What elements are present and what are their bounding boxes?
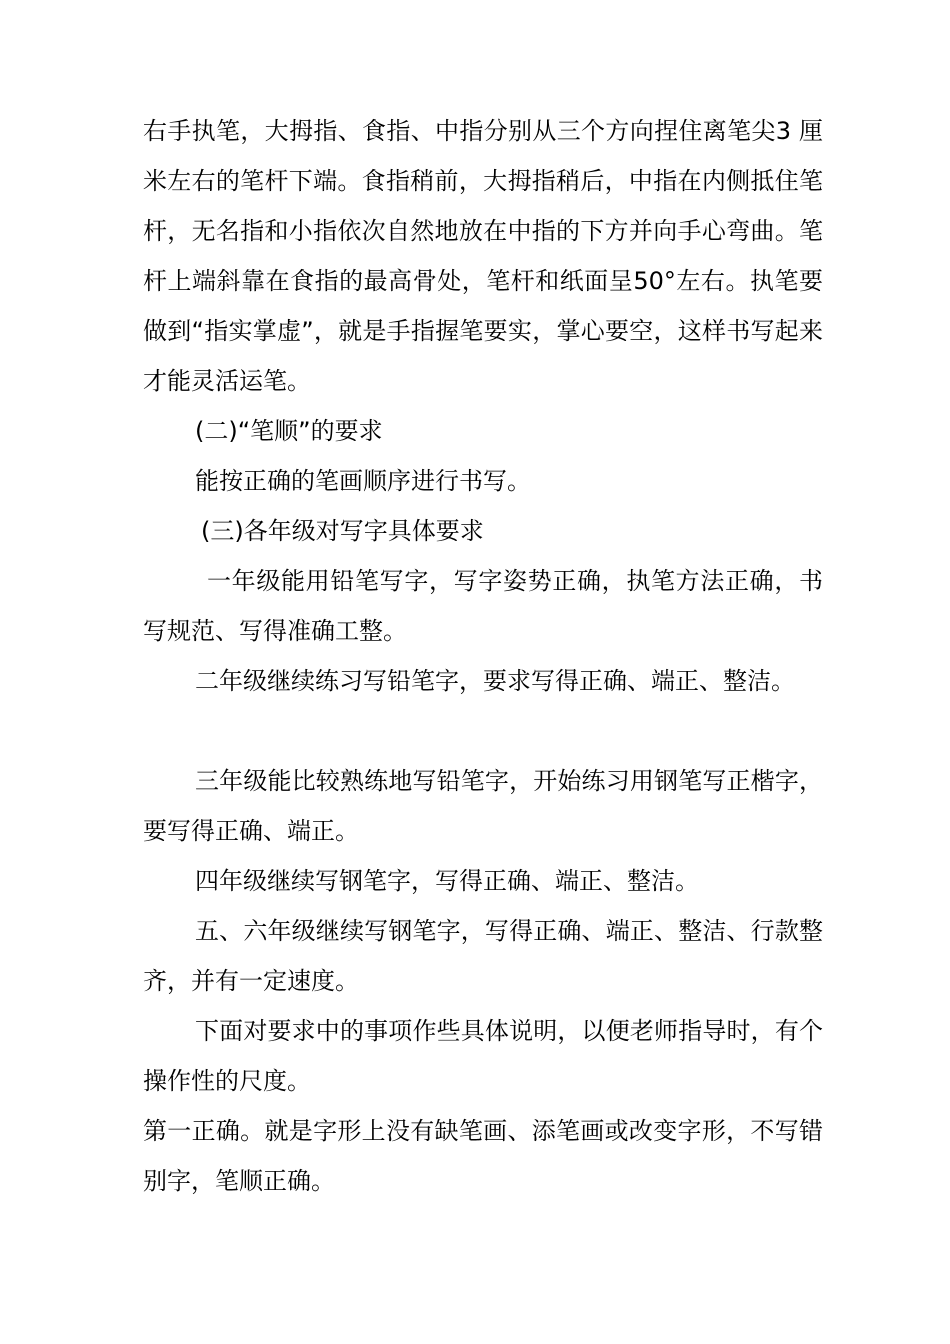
paragraph-grade-2: 二年级继续练习写铅笔字，要求写得正确、端正、整洁。 bbox=[195, 667, 795, 695]
blank-line bbox=[143, 706, 823, 756]
heading-grade-requirements: (三)各年级对写字具体要求 bbox=[201, 517, 484, 545]
paragraph-first-correct: 第一正确。就是字形上没有缺笔画、添笔画或改变字形，不写错别字，笔顺正确。 bbox=[143, 1117, 823, 1195]
document-body bbox=[143, 106, 823, 1206]
paragraph-grade-5-6: 五、六年级继续写钢笔字，写得正确、端正、整洁、行款整齐，并有一定速度。 bbox=[143, 917, 823, 995]
paragraph-stroke-order: 能按正确的笔画顺序进行书写。 bbox=[195, 467, 531, 495]
paragraph-explanation-intro: 下面对要求中的事项作些具体说明，以便老师指导时，有个操作性的尺度。 bbox=[143, 1017, 823, 1095]
paragraph-grade-3: 三年级能比较熟练地写铅笔字，开始练习用钢笔写正楷字，要写得正确、端正。 bbox=[143, 767, 823, 845]
paragraph-grade-4: 四年级继续写钢笔字，写得正确、端正、整洁。 bbox=[195, 867, 699, 895]
paragraph-pen-holding: 右手执笔，大拇指、食指、中指分别从三个方向捏住离笔尖3 厘米左右的笔杆下端。食指稍前，大拇指稍后，中指在内侧抵住笔杆，无名指和小指依次自然地放在中指的下方并向手心弯曲。笔杆上端斜靠在食指的最高骨处，笔杆和纸面呈50°左右。执笔要做到“指实掌虚”，就是手指握笔要实，掌心要空，这样书写起来才能灵活运笔。 bbox=[143, 117, 823, 395]
heading-stroke-order: (二)“笔顺”的要求 bbox=[195, 417, 383, 445]
paragraph-grade-1: 一年级能用铅笔写字，写字姿势正确，执笔方法正确，书写规范、写得准确工整。 bbox=[143, 567, 823, 645]
